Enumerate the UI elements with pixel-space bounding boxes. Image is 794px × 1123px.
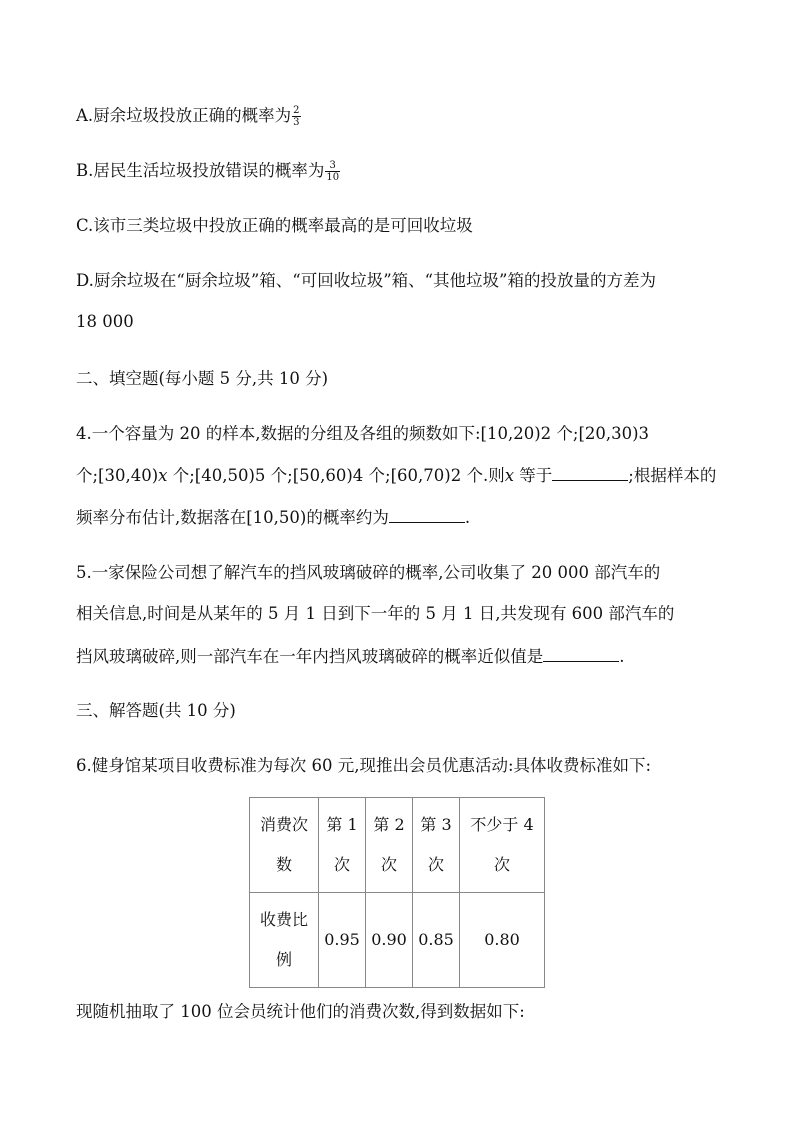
table-cell: 0.95 — [319, 893, 366, 988]
table-cell: 0.85 — [413, 893, 460, 988]
option-a-text: A.厨余垃圾投放正确的概率为 — [76, 106, 292, 125]
section2-heading: 二、填空题(每小题 5 分,共 10 分) — [76, 369, 329, 388]
q4-line3: 频率分布估计,数据落在[10,50)的概率约为 . — [76, 508, 471, 527]
q6-after-text: 现随机抽取了 100 位会员统计他们的消费次数,得到数据如下: — [76, 1002, 525, 1021]
table-header-cell: 消费次 数 — [250, 798, 319, 893]
option-d-line1: D.厨余垃圾在“厨余垃圾”箱、“可回收垃圾”箱、“其他垃圾”箱的投放量的方差为 — [76, 271, 656, 290]
q5-answer-blank[interactable] — [543, 645, 619, 662]
q4-line2: 个;[30,40)x 个;[40,50)5 个;[50,60)4 个;[60,70)2 个.则x 等于 ;根据样本的 — [76, 466, 717, 485]
option-a-fraction: $\frac{2}{3}$ — [293, 105, 300, 128]
table-header-cell: 第 2 次 — [366, 798, 413, 893]
q4-line1: 4.一个容量为 20 的样本,数据的分组及各组的频数如下:[10,20)2 个;[20,30)3 — [76, 424, 650, 443]
option-b-text: B.居民生活垃圾投放错误的概率为 — [76, 161, 325, 180]
table-row — [250, 798, 545, 893]
q6-intro: 6.健身馆某项目收费标准为每次 60 元,现推出会员优惠活动:具体收费标准如下: — [76, 756, 652, 775]
q5-line2: 相关信息,时间是从某年的 5 月 1 日到下一年的 5 月 1 日,共发现有 600 部汽车的 — [76, 604, 675, 623]
option-d-line2: 18 000 — [76, 312, 134, 331]
option-a — [76, 105, 301, 128]
option-b — [76, 160, 340, 183]
option-c: C.该市三类垃圾中投放正确的概率最高的是可回收垃圾 — [76, 216, 473, 235]
table-header-cell: 不少于 4 次 — [460, 798, 545, 893]
table-header-cell: 第 3 次 — [413, 798, 460, 893]
section3-heading: 三、解答题(共 10 分) — [76, 701, 236, 720]
table-row-label: 收费比 例 — [250, 893, 319, 988]
table-cell: 0.80 — [460, 893, 545, 988]
q4-answer-blank-2[interactable] — [389, 506, 465, 523]
q4-answer-blank-1[interactable] — [552, 464, 628, 481]
option-b-fraction: $\frac{3}{10}$ — [326, 160, 340, 183]
table-cell: 0.90 — [366, 893, 413, 988]
table-row — [250, 893, 545, 988]
table-header-cell: 第 1 次 — [319, 798, 366, 893]
q5-line3: 挡风玻璃破碎,则一部汽车在一年内挡风玻璃破碎的概率近似值是 . — [76, 647, 625, 666]
fee-table — [249, 797, 545, 988]
q5-line1: 5.一家保险公司想了解汽车的挡风玻璃破碎的概率,公司收集了 20 000 部汽车的 — [76, 563, 661, 582]
